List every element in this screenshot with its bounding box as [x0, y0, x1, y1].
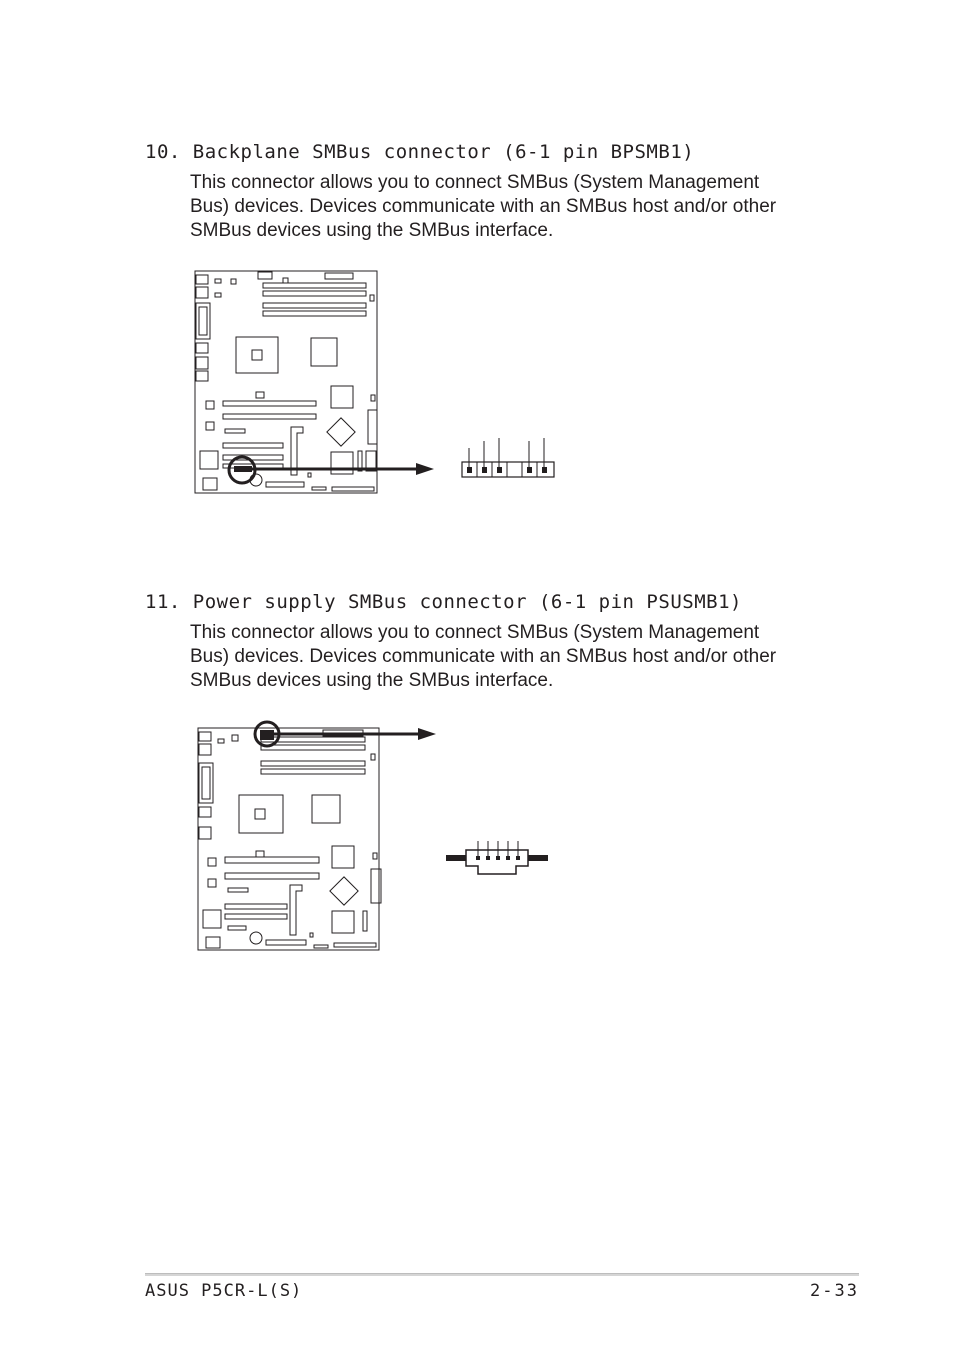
section-10-description: [190, 171, 830, 243]
bpsmb1-pin-diagram: [462, 438, 554, 477]
section-10-line-2: Bus) devices. Devices communicate with an SMBus host and/or other: [190, 196, 777, 217]
psusmb1-pin-diagram: [446, 841, 548, 874]
section-10-line-3: SMBus devices using the SMBus interface.: [190, 220, 554, 241]
motherboard-outline: [195, 271, 377, 493]
section-11-line-3: SMBus devices using the SMBus interface.: [190, 670, 554, 691]
section-10-heading: 10. Backplane SMBus connector (6-1 pin BPSMB1): [145, 141, 695, 163]
footer-product-name: ASUS P5CR-L(S): [145, 1281, 303, 1301]
section-11-heading: 11. Power supply SMBus connector (6-1 pin PSUSMB1): [145, 591, 742, 613]
footer-divider: [145, 1273, 859, 1276]
psusmb1-header: [260, 730, 274, 740]
footer-page-number: 2-33: [810, 1281, 859, 1301]
section-11-description: [190, 621, 830, 693]
section-11-line-2: Bus) devices. Devices communicate with an SMBus host and/or other: [190, 646, 777, 667]
section-10-line-1: This connector allows you to connect SMBus (System Management: [190, 172, 760, 193]
section-11-line-1: This connector allows you to connect SMBus (System Management: [190, 622, 760, 643]
bpsmb1-location-diagram: [190, 265, 570, 500]
psusmb1-location-diagram: [190, 715, 570, 960]
